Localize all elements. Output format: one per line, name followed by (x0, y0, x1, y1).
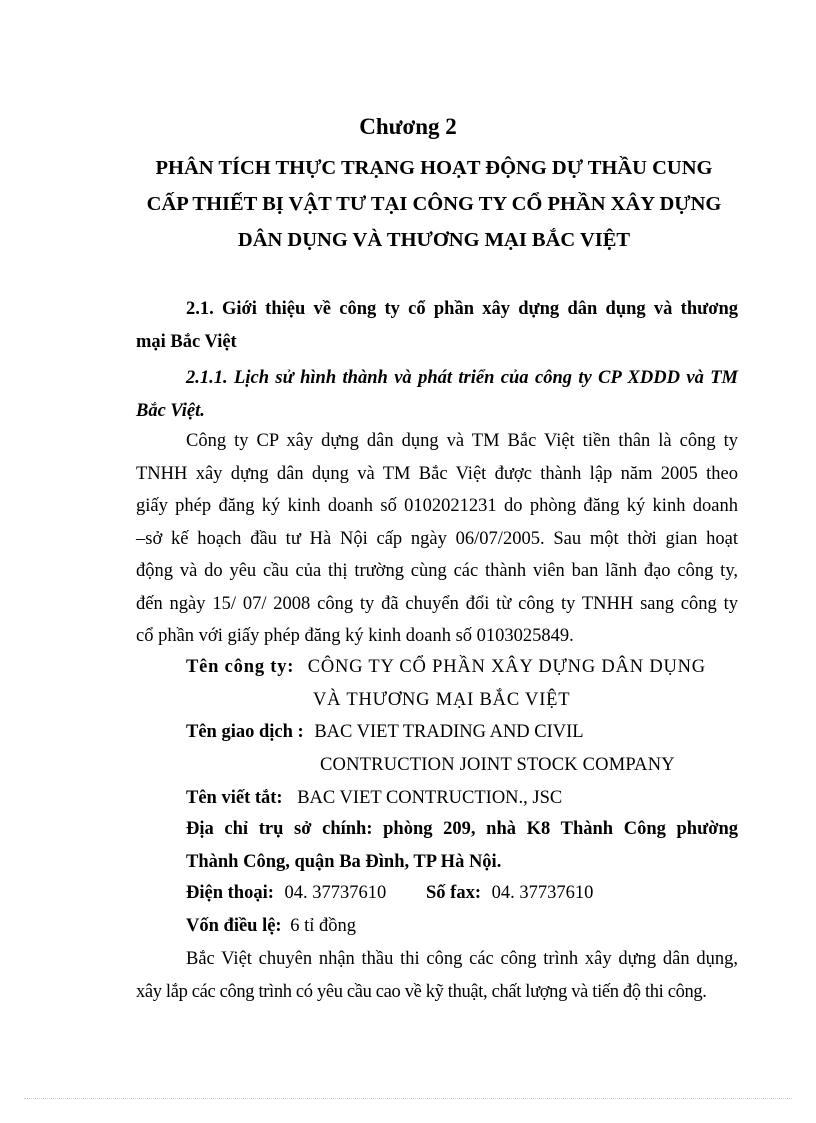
paragraph-line (136, 588, 738, 621)
abbreviation-row (186, 786, 562, 810)
paragraph-line (136, 943, 738, 976)
paragraph-line (136, 425, 738, 458)
chapter-title-line: DÂN DỤNG VÀ THƯƠNG MẠI BẮC VIỆT (237, 229, 631, 251)
capital-value: 6 tỉ đồng (290, 916, 356, 936)
section-2-1-1-line (136, 362, 738, 395)
paragraph-text: đến ngày 15/ 07/ 2008 công ty đã chuyển đổi từ công ty TNHH sang công ty (136, 593, 738, 614)
abbreviation-value: BAC VIET CONTRUCTION., JSC (297, 788, 563, 808)
trade-name-value: BAC VIET TRADING AND CIVIL (314, 722, 584, 742)
paragraph-line (136, 490, 738, 523)
phone-label: Điện thoại: (186, 883, 274, 903)
phone-row (186, 881, 386, 905)
paragraph-line (136, 555, 738, 588)
abbreviation-label: Tên viết tắt: (186, 788, 283, 808)
trade-name-value-line2: CONTRUCTION JOINT STOCK COMPANY (320, 755, 675, 775)
chapter-title-line: PHÂN TÍCH THỰC TRẠNG HOẠT ĐỘNG DỰ THẦU CUNG (155, 157, 713, 179)
fax-value: 04. 37737610 (491, 883, 594, 903)
paragraph-text: –sở kế hoạch đầu tư Hà Nội cấp ngày 06/07/2005. Sau một thời gian hoạt (136, 528, 738, 549)
paragraph-text: Công ty CP xây dựng dân dụng và TM Bắc Việt tiền thân là công ty (186, 431, 738, 451)
capital-row (186, 914, 356, 938)
capital-label: Vốn điều lệ: (186, 916, 282, 936)
phone-value: 04. 37737610 (284, 883, 387, 903)
paragraph-text: TNHH xây dựng dân dụng và TM Bắc Việt được thành lập năm 2005 theo (136, 463, 738, 484)
company-name-row (186, 655, 706, 679)
trade-name-row (186, 720, 584, 744)
chapter-title-line: CẤP THIẾT BỊ VẬT TƯ TẠI CÔNG TY CỔ PHẦN XÂY DỰNG (146, 193, 722, 215)
address-block (136, 813, 738, 878)
company-name-value: CÔNG TY CỔ PHẦN XÂY DỰNG DÂN DỤNG (307, 657, 706, 677)
section-2-1-line (136, 293, 738, 326)
paragraph-text: Bắc Việt chuyên nhận thầu thi công các công trình xây dựng dân dụng, (186, 949, 738, 969)
section-2-1-heading (136, 293, 738, 358)
trade-name-label: Tên giao dịch : (186, 722, 304, 742)
paragraph-line: xây lắp các công trình có yêu cầu cao về kỹ thuật, chất lượng và tiến độ thi công. (136, 981, 707, 1002)
fax-row (426, 881, 593, 905)
section-2-1-1-heading (136, 362, 738, 427)
address-line (136, 813, 738, 846)
history-paragraph (136, 425, 738, 653)
paragraph-text: động và do yêu cầu của thị trường cùng các thành viên ban lãnh đạo công ty, (136, 561, 738, 581)
paragraph-line (136, 523, 738, 556)
section-2-1-line: mại Bắc Việt (136, 331, 237, 352)
address-line: Thành Công, quận Ba Đình, TP Hà Nội. (186, 851, 502, 872)
paragraph-text: giấy phép đăng ký kinh doanh số 0102021231 do phòng đăng ký kinh doanh (136, 496, 738, 516)
chapter-heading: Chương 2 (359, 114, 457, 139)
chapter-title (120, 150, 748, 258)
fax-label: Số fax: (426, 883, 481, 903)
business-paragraph (136, 943, 738, 1008)
page-break-divider (24, 1098, 792, 1099)
paragraph-line (136, 458, 738, 491)
address-text: Địa chỉ trụ sở chính: phòng 209, nhà K8 Thành Công phường (186, 819, 738, 839)
paragraph-line: cổ phần với giấy phép đăng ký kinh doanh số 0103025849. (136, 626, 574, 646)
section-2-1-1-text: 2.1.1. Lịch sử hình thành và phát triển của công ty CP XDDD và TM (186, 368, 738, 388)
company-name-label: Tên công ty: (186, 657, 295, 677)
section-2-1-text: 2.1. Giới thiệu về công ty cổ phần xây dựng dân dụng và thương (186, 299, 738, 319)
company-name-value-line2: VÀ THƯƠNG MẠI BẮC VIỆT (313, 690, 571, 710)
section-2-1-1-line: Bắc Việt. (136, 400, 205, 421)
